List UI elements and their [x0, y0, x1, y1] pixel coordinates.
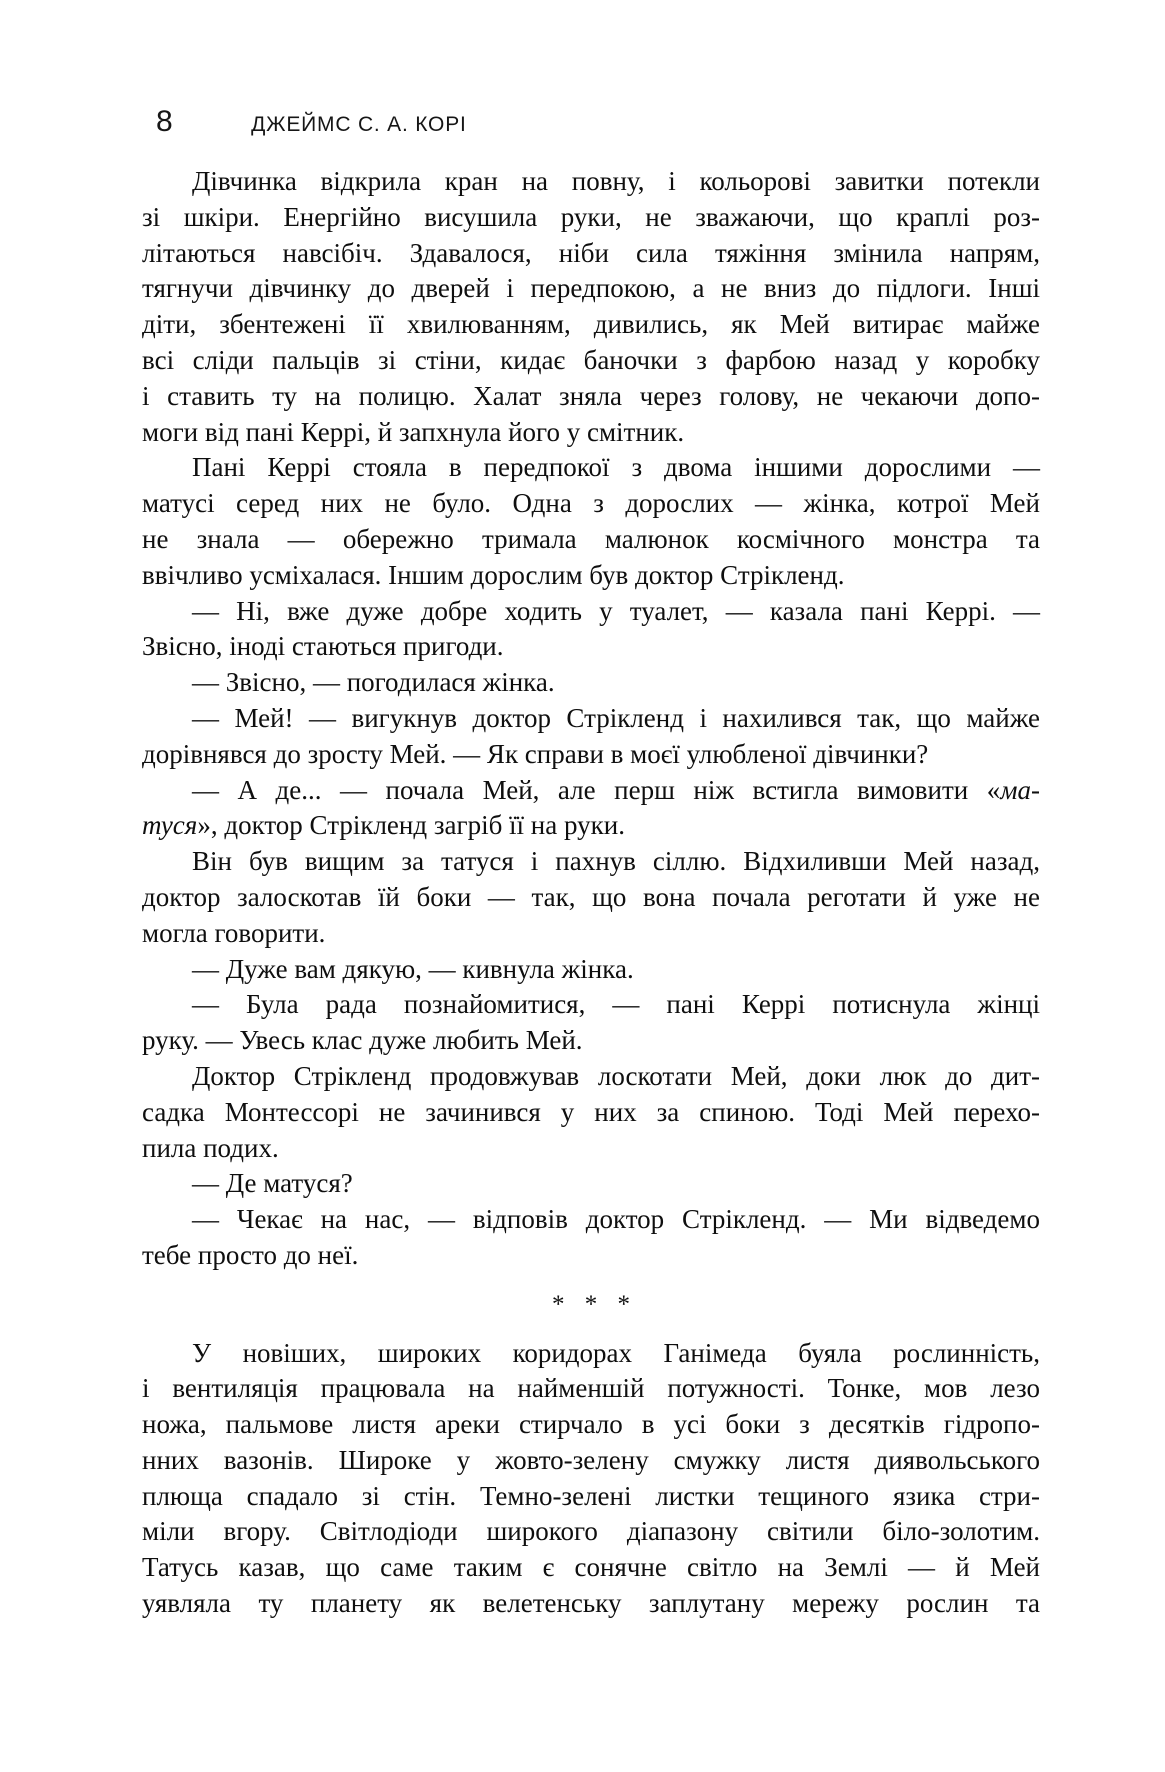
text-line: — Чекає на нас, — відповів доктор Стрікленд. — Ми відведемо [192, 1204, 1040, 1235]
running-header: ДЖЕЙМС С. А. КОРІ [251, 113, 467, 136]
text-line: всі сліди пальців зі стіни, кидає баночки з фарбою назад у коробку [142, 344, 1040, 375]
text-line: і ставить ту на полицю. Халат зняла через голову, не чекаючи допо- [142, 380, 1040, 411]
paragraph [142, 1059, 1040, 1166]
text-block [142, 164, 1040, 1622]
text-line: нних вазонів. Широке у жовто-зелену смужку листя диявольського [142, 1444, 1040, 1475]
text-line: — Була рада познайомитися, — пані Керрі потиснула жінці [192, 989, 1040, 1020]
page-header [142, 106, 1040, 138]
text-line: Дівчинка відкрила кран на повну, і кольорові завитки потекли [192, 166, 1040, 196]
paragraph [142, 1166, 1040, 1202]
text-line: моги від пані Керрі, й запхнула його у смітник. [142, 416, 685, 447]
text-line: — Дуже вам дякую, — кивнула жінка. [192, 953, 634, 984]
paragraph [142, 1336, 1040, 1622]
text-line: Пані Керрі стояла в передпокої з двома іншими дорослими — [192, 452, 1040, 483]
text-line: Звісно, іноді стаються пригоди. [142, 631, 504, 662]
paragraph [142, 450, 1040, 593]
text-line: — Мей! — вигукнув доктор Стрікленд і нахилився так, що майже [192, 702, 1040, 733]
text-line: міли вгору. Світлодіоди широкого діапазону світили біло-золотим. [142, 1516, 1040, 1547]
text-line: тебе просто до неї. [142, 1239, 359, 1270]
paragraph [142, 665, 1040, 701]
text-line: садка Монтессорі не зачинився у них за спиною. Тоді Мей перехо- [142, 1096, 1040, 1127]
emphasis-word: туся [142, 810, 198, 841]
text-line: У новіших, широких коридорах Ганімеда буяла рослинність, [192, 1337, 1040, 1368]
section-separator: * * * [552, 1290, 637, 1318]
text-line: Доктор Стрікленд продовжував лоскотати Мей, доки люк до дит- [192, 1060, 1040, 1091]
text-line: доктор залоскотав їй боки — так, що вона почала реготати й уже не [142, 881, 1040, 912]
paragraph [142, 952, 1040, 988]
text-line: плюща спадало зі стін. Темно-зелені листки тещиного язика стри- [142, 1480, 1040, 1511]
paragraph [142, 164, 1040, 450]
text-line: ввічливо усміхалася. Іншим дорослим був доктор Стрікленд. [142, 559, 845, 590]
text-line: дорівнявся до зросту Мей. — Як справи в моєї улюбленої дівчинки? [142, 738, 929, 769]
text-line: ножа, пальмове листя ареки стирчало в усі боки з десятків гідропо- [142, 1409, 1040, 1440]
paragraph [142, 594, 1040, 666]
text-line: — Де матуся? [192, 1168, 353, 1199]
text-line: літаються навсібіч. Здавалося, ніби сила тяжіння змінила напрям, [142, 237, 1040, 268]
text-line [142, 773, 1040, 809]
paragraph [142, 773, 1040, 845]
paragraph [142, 844, 1040, 951]
text-line: — Звісно, — погодилася жінка. [192, 667, 555, 698]
paragraph [142, 701, 1040, 773]
text-line: Він був вищим за татуся і пахнув сіллю. Відхиливши Мей назад, [192, 846, 1040, 877]
paragraph [142, 1202, 1040, 1274]
paragraph [142, 987, 1040, 1059]
text-line: тягнучи дівчинку до дверей і передпокою, а не вниз до підлоги. Інші [142, 273, 1040, 304]
text-line: зі шкіри. Енергійно висушила руки, не зважаючи, що краплі роз- [142, 201, 1040, 232]
page-number: 8 [156, 105, 173, 138]
text-line: могла говорити. [142, 917, 326, 948]
text-line [142, 808, 1040, 844]
text-run: », доктор Стрікленд загріб її на руки. [197, 810, 625, 841]
text-line: матусі серед них не було. Одна з дорослих — жінка, котрої Мей [142, 488, 1040, 519]
text-line: і вентиляція працювала на найменшій потужності. Тонке, мов лезо [142, 1373, 1040, 1404]
emphasis-word: ма- [1000, 774, 1040, 805]
text-line: пила подих. [142, 1132, 279, 1163]
text-line: Татусь казав, що саме таким є сонячне світло на Землі — й Мей [142, 1552, 1040, 1583]
text-run: — А де... — почала Мей, але перш ніж встигла вимовити « [192, 774, 1001, 805]
text-line: — Ні, вже дуже добре ходить у туалет, — казала пані Керрі. — [192, 595, 1040, 626]
text-line: діти, збентежені її хвилюванням, дивились, як Мей витирає майже [142, 309, 1040, 340]
text-line: уявляла ту планету як велетенську заплутану мережу рослин та [142, 1588, 1040, 1619]
text-line: не знала — обережно тримала малюнок космічного монстра та [142, 523, 1040, 554]
text-line: руку. — Увесь клас дуже любить Мей. [142, 1025, 583, 1056]
